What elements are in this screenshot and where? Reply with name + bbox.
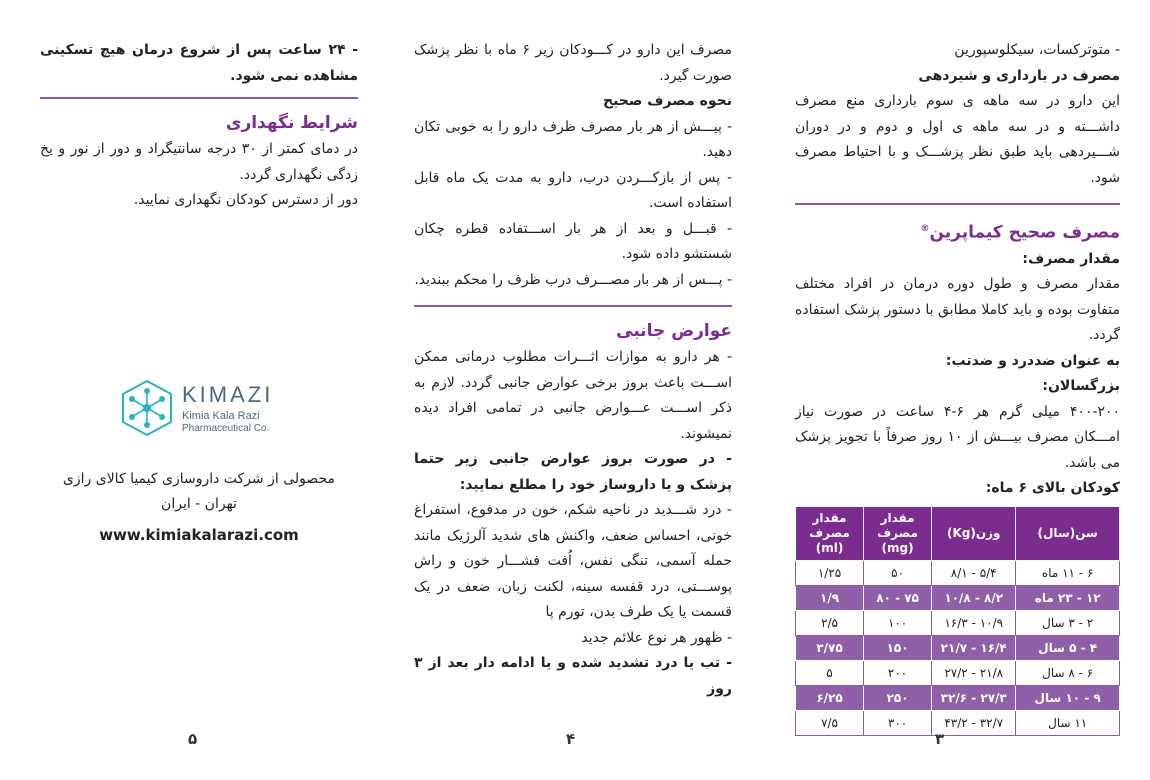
table-cell: ۱۲ - ۲۳ ماه bbox=[1016, 585, 1120, 610]
table-cell: ۱۶/۴ - ۲۱/۷ bbox=[932, 635, 1016, 660]
logo-wordmark: KIMAZI bbox=[182, 382, 274, 407]
table-cell: ۲/۵ bbox=[796, 610, 864, 635]
drug-interaction-line: - متوترکسات، سیکلوسپورین bbox=[954, 42, 1120, 58]
table-cell: ۱۰/۹ - ۱۶/۳ bbox=[932, 610, 1016, 635]
side-effects-new-symptoms: - ظهور هر نوع علائم جدید bbox=[581, 629, 732, 646]
table-header-ml: مقدار مصرف (ml) bbox=[796, 506, 864, 560]
antipyretic-label: به عنوان ضددرد و ضدتب: bbox=[945, 352, 1120, 369]
website-link[interactable]: www.kimiakalarazi.com bbox=[99, 526, 299, 544]
how-to-use-item: - پیـــش از هر بار مصرف ظرف دارو را به خوبی تکان دهید. bbox=[414, 118, 732, 160]
table-cell: ۵/۴ - ۸/۱ bbox=[932, 560, 1016, 585]
side-effects-heading: عوارض جانبی bbox=[616, 321, 732, 341]
children-label: کودکان بالای ۶ ماه: bbox=[985, 480, 1120, 497]
adults-text: ۴۰۰-۲۰۰ میلی گرم هر ۶-۴ ساعت در صورت نیاز امـــکان مصرف بیـــش از ۱۰ روز صرفاً با تجویز پزشک می باشد. bbox=[795, 403, 1120, 471]
table-row bbox=[796, 610, 1120, 635]
page-number-4: ۴ bbox=[566, 730, 576, 748]
table-cell: ۲۱/۸ - ۲۷/۲ bbox=[932, 660, 1016, 685]
table-cell: ۳۲/۷ - ۴۳/۲ bbox=[932, 710, 1016, 735]
table-cell: ۸/۲ - ۱۰/۸ bbox=[932, 585, 1016, 610]
table-cell: ۳۰۰ bbox=[864, 710, 932, 735]
infant-usage-text: مصرف این دارو در کـــودکان زیر ۶ ماه با نظر پزشک صورت گیرد. bbox=[414, 42, 732, 84]
usage-heading: مصرف صحیح کیماپرین® bbox=[920, 222, 1120, 243]
table-cell: ۲۵۰ bbox=[864, 685, 932, 710]
page-3-column bbox=[795, 38, 1120, 736]
side-effects-list: - درد شـــدید در ناحیه شکم، خون در مدفوع، استفراغ خونی، احساس ضعف، واکنش های شدید آلرژیک مانند حمله آسمی، تنگی نفس، اُفت فشـــار خون و راش پوســـتی، درد قفسه سینه، لکنت زبان، ضعف در یک قسمت یا یک طرف بدن، تورم پا bbox=[414, 502, 732, 620]
table-cell: ۶ - ۸ سال bbox=[1016, 660, 1120, 685]
table-row bbox=[796, 685, 1120, 710]
table-cell: ۷۵ - ۸۰ bbox=[864, 585, 932, 610]
table-cell: ۲۷/۳ - ۳۲/۶ bbox=[932, 685, 1016, 710]
page-4-column bbox=[414, 38, 732, 702]
no-relief-warning: - ۲۴ ساعت پس از شروع درمان هیچ تسکینی مشاهده نمی شود. bbox=[40, 42, 359, 84]
side-effects-fever: - تب یا درد تشدید شده و یا ادامه دار بعد از ۳ روز bbox=[414, 655, 732, 697]
table-header-mg: مقدار مصرف (mg) bbox=[864, 506, 932, 560]
table-cell: ۴ - ۵ سال bbox=[1016, 635, 1120, 660]
table-row bbox=[796, 710, 1120, 735]
how-to-use-item: - پس از بازکـــردن درب، دارو به مدت یک ماه قابل استفاده است. bbox=[414, 169, 732, 211]
how-to-use-item: - قبـــل و بعد از هر بار اســـتفاده قطره چکان شستشو داده شود. bbox=[414, 220, 732, 262]
city-line: تهران - ایران bbox=[161, 496, 237, 512]
table-cell: ۵۰ bbox=[864, 560, 932, 585]
how-to-use-item: - پـــس از هر بار مصـــرف درب ظرف را محکم ببندید. bbox=[414, 271, 732, 288]
logo-company-type: Pharmaceutical Co. bbox=[182, 423, 270, 434]
table-cell: ۷/۵ bbox=[796, 710, 864, 735]
dosage-table bbox=[795, 506, 1120, 736]
side-effects-intro: - هر دارو به موازات اثـــرات مطلوب درمانی ممکن اســـت باعث بروز برخی عوارض جانبی گردد. لازم به ذکر اســـت عـــوارض جانبی در تمامی افراد دیده نمیشوند. bbox=[414, 349, 732, 442]
dose-text: مقدار مصرف و طول دوره درمان در افراد مختلف متفاوت بوده و باید کاملا مطابق با دستور پزشک استفاده گردد. bbox=[795, 276, 1120, 344]
table-cell: ۱۰۰ bbox=[864, 610, 932, 635]
table-header-age: سن(سال) bbox=[1016, 506, 1120, 560]
storage-heading: شرایط نگهداری bbox=[225, 113, 358, 133]
table-cell: ۱/۹ bbox=[796, 585, 864, 610]
molecule-hexagon-icon bbox=[118, 378, 176, 438]
table-row bbox=[796, 560, 1120, 585]
company-line: محصولی از شرکت داروسازی کیمیا کالای رازی bbox=[62, 471, 336, 487]
table-row bbox=[796, 660, 1120, 685]
adults-label: بزرگسالان: bbox=[1042, 378, 1120, 395]
table-cell: ۱۱ سال bbox=[1016, 710, 1120, 735]
pregnancy-heading: مصرف در بارداری و شیردهی bbox=[918, 67, 1120, 84]
table-header-weight: وزن(Kg) bbox=[932, 506, 1016, 560]
section-divider bbox=[795, 203, 1120, 205]
how-to-use-heading: نحوه مصرف صحیح bbox=[603, 93, 732, 109]
section-divider bbox=[414, 305, 732, 307]
table-header-row bbox=[796, 506, 1120, 560]
table-cell: ۵ bbox=[796, 660, 864, 685]
table-cell: ۲ - ۳ سال bbox=[1016, 610, 1120, 635]
registered-mark: ® bbox=[920, 224, 930, 234]
logo-company-name: Kimia Kala Razi bbox=[182, 410, 260, 422]
table-row bbox=[796, 635, 1120, 660]
section-divider bbox=[40, 97, 358, 99]
company-logo bbox=[118, 378, 298, 438]
table-cell: ۶/۲۵ bbox=[796, 685, 864, 710]
dose-label: مقدار مصرف: bbox=[1022, 250, 1120, 267]
table-cell: ۳/۷۵ bbox=[796, 635, 864, 660]
page-number-5: ۵ bbox=[188, 730, 198, 748]
table-cell: ۹ - ۱۰ سال bbox=[1016, 685, 1120, 710]
table-row bbox=[796, 585, 1120, 610]
page-5-column bbox=[40, 38, 358, 214]
page-number-3: ۳ bbox=[935, 730, 945, 748]
table-cell: ۲۰۰ bbox=[864, 660, 932, 685]
table-cell: ۶ - ۱۱ ماه bbox=[1016, 560, 1120, 585]
storage-children-text: دور از دسترس کودکان نگهداری نمایید. bbox=[133, 192, 358, 208]
storage-text: در دمای کمتر از ۳۰ درجه سانتیگراد و دور از نور و یخ زدگی نگهداری گردد. bbox=[40, 141, 358, 183]
table-cell: ۱/۲۵ bbox=[796, 560, 864, 585]
side-effects-warning: - در صورت بروز عوارض جانبی زیر حتما پزشک و یا داروساز خود را مطلع نمایید: bbox=[414, 451, 732, 493]
pregnancy-text: این دارو در سه ماهه ی سوم بارداری منع مصرف داشـــته و در سه ماهه ی اول و دوم و در دوران شـــیردهی باید طبق نظر پزشـــک و با احتیاط مصرف شود. bbox=[795, 93, 1120, 186]
table-cell: ۱۵۰ bbox=[864, 635, 932, 660]
